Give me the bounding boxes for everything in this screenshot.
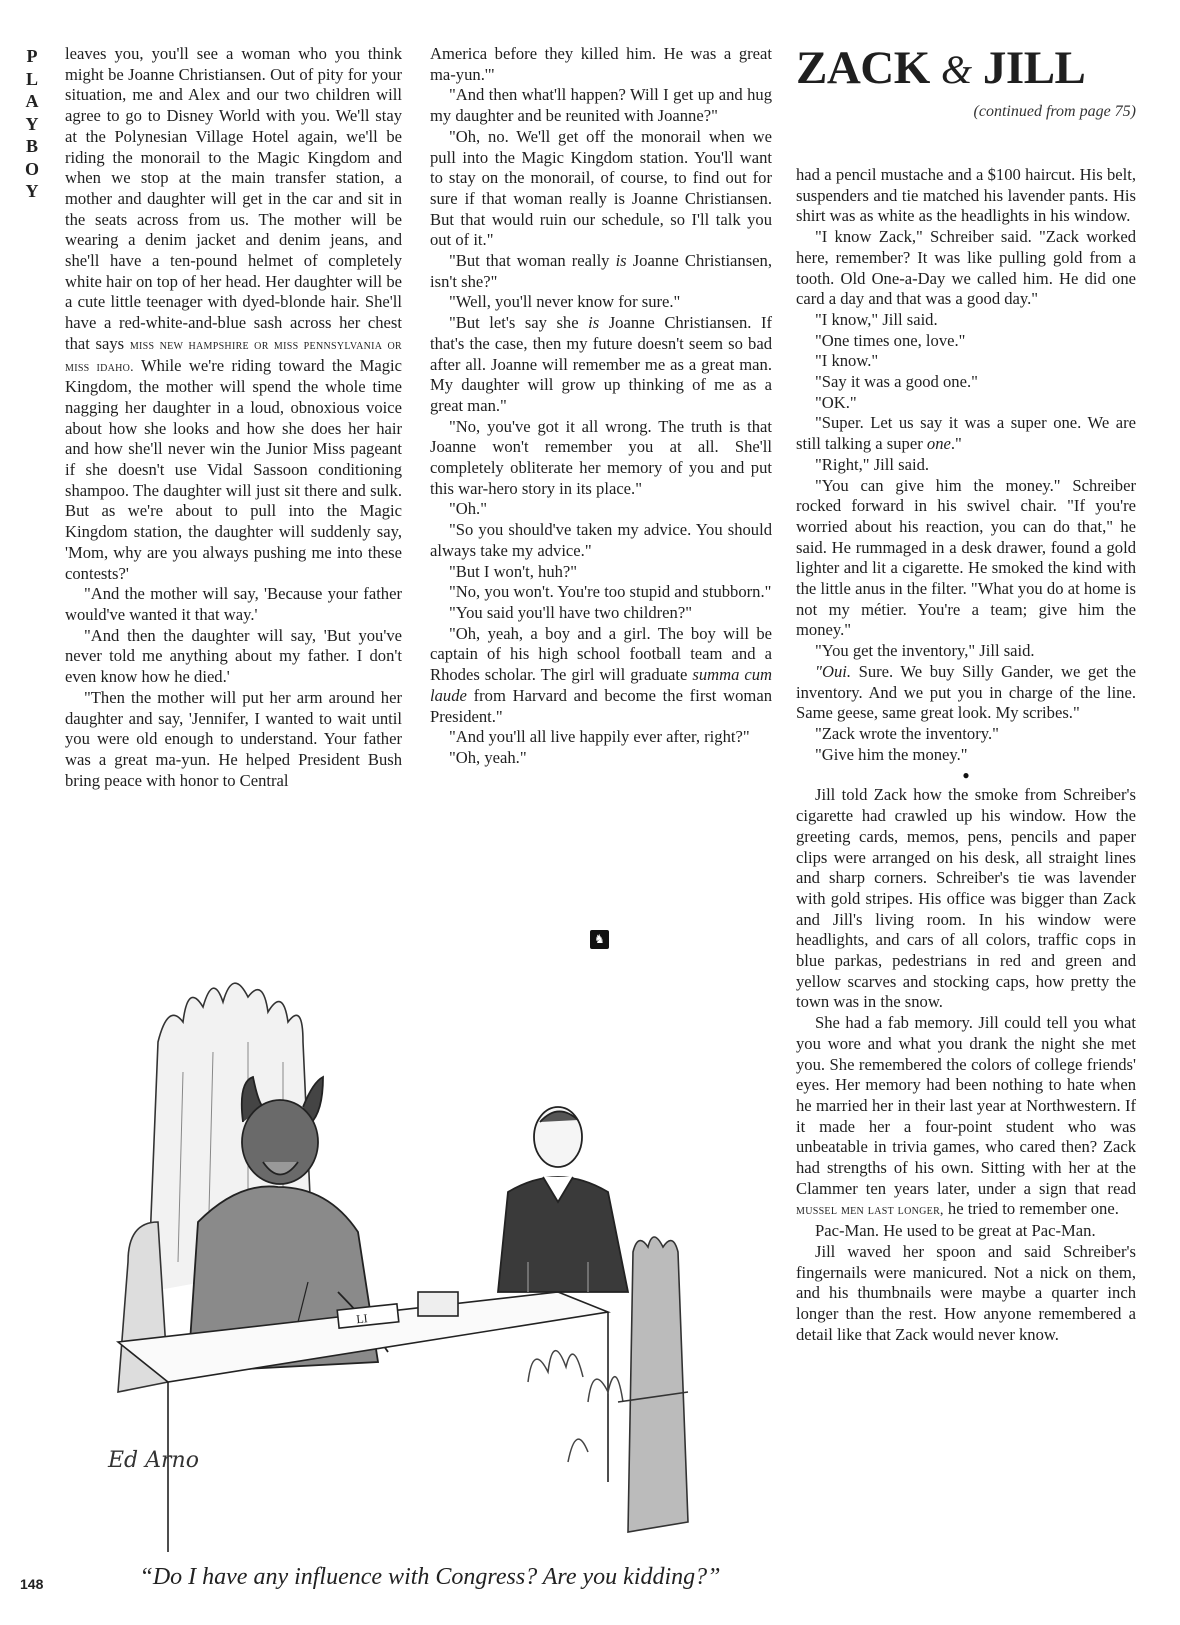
- paragraph: "And then the daughter will say, 'But you've never told me anything about my father. I don't even know how he died.': [65, 625, 402, 687]
- paragraph: "Oh, no. We'll get off the monorail when we pull into the Magic Kingdom station. You'll want to stay on the monorail, of course, to find out for sure if that woman really is Joanne Christiansen. But that would ruin our schedule, so I'll talk you out of it.": [430, 126, 772, 250]
- paragraph: "I know Zack," Schreiber said. "Zack worked here, remember? It was like pulling gold from a tooth. Old One-a-Day we called him. He did one card a day and that was a good day.": [796, 227, 1136, 309]
- paragraph: "You get the inventory," Jill said.: [815, 641, 1035, 661]
- paragraph: "Right," Jill said.: [815, 454, 930, 474]
- article-headline: ZACK & JILL: [796, 42, 1086, 94]
- paragraph: "But I won't, huh?": [449, 561, 578, 581]
- bunny-icon: ♞: [590, 930, 609, 949]
- cartoon-illustration: [88, 962, 758, 1562]
- paragraph: Jill waved her spoon and said Schreiber's fingernails were manicured. Not a nick on them, and his thumbnails were maybe a quarter inch longer than the rest. How anyone remembered a detail like that Zack would never know.: [796, 1241, 1136, 1344]
- page-number: 148: [20, 1576, 44, 1592]
- paragraph: "Oh, yeah.": [449, 747, 527, 767]
- paragraph: "Oh.": [449, 499, 487, 519]
- magazine-side-label: P L A Y B O Y: [24, 46, 39, 201]
- chair-drawing: [618, 1237, 688, 1532]
- paragraph: "Give him the money.": [815, 744, 968, 764]
- paragraph: "No, you won't. You're too stupid and stubborn.": [449, 582, 772, 602]
- cartoon-caption: “Do I have any influence with Congress? Are you kidding?”: [139, 1564, 721, 1590]
- paragraph: "Say it was a good one.": [815, 372, 978, 392]
- paragraph: "Zack wrote the inventory.": [815, 723, 999, 743]
- paragraph: had a pencil mustache and a $100 haircut. His belt, suspenders and tie matched his lavender pants. His shirt was as white as the headlights in his window.: [796, 165, 1136, 226]
- paragraph: Jill told Zack how the smoke from Schreiber's cigarette had crawled up his window. How the greeting cards, memos, pens, pencils and paper clips were arranged on his desk, all straight lines and sharp corners. Schreiber's tie was lavender with gold stripes. His office was bigger than Zack and Jill's living room. In his window were headlights, and cars of all colors, traffic cops in blue parkas, pedestrians in red and green and yellow scarves and stocking caps, how pretty the town was in the snow.: [796, 785, 1136, 1012]
- paragraph: "And then what'll happen? Will I get up and hug my daughter and be reunited with Joanne?": [430, 85, 772, 126]
- section-break-bullet: ●: [962, 768, 970, 783]
- paragraph: "I know.": [815, 351, 879, 371]
- paragraph: America before they killed him. He was a great ma-yun.'": [430, 44, 772, 84]
- paragraph: leaves you, you'll see a woman who you think might be Joanne Christiansen. Out of pity for your situation, me and Alex and our two children will agree to go to Disney World with you. We'll stay at the Polynesian Village Hotel again, we'll be riding the monorail to the Magic Kingdom and when we stop at the main transfer station, a mother and daughter will get in the car and sit in the seats across from us. The mother will be wearing a denim jacket and denim jeans, and she'll have a ten-pound helmet of completely white hair on top of her head. Her daughter will be a cute little teenager with dyed-blonde hair. She'll have a red-white-and-blue sash across her chest that says miss new hampshire or miss pennsylvania or miss idaho. While we're riding toward the Magic Kingdom, the mother will spend the whole time nagging her daughter in a loud, obnoxious voice about how she looks and how she does her hair and how she'll never win the Junior Miss pageant if she doesn't use Vidal Sassoon conditioning shampoo. The daughter will just sit there and sulk. But as we're about to pull into the Magic Kingdom station, the daughter will suddenly say, 'Mom, why are you always pushing me into these contests?': [65, 44, 402, 583]
- visitor-figure: [498, 1107, 628, 1292]
- paragraph: "Well, you'll never know for sure.": [449, 292, 681, 312]
- paragraph: "So you should've taken my advice. You should always take my advice.": [430, 520, 772, 560]
- paragraph: "Super. Let us say it was a super one. We are still talking a super one.": [796, 413, 1136, 454]
- paragraph: She had a fab memory. Jill could tell you what you wore and what you drank the night she met you. She remembered the colors of college friends' eyes. Her memory had been nothing to hate when he married her in their last year at Northwestern. If it made her a four-point student who was unbeatable in trivia games, who cared then? Zack had strengths of his own. Sitting with her at the Clammer ten years later, under a sign that read mussel men last longer, he tried to remember one.: [796, 1013, 1136, 1219]
- article-column-1: [65, 44, 402, 791]
- paragraph: "No, you've got it all wrong. The truth is that Joanne won't remember you at all. She'll completely obliterate her memory of you and put this war-hero story in its place.": [430, 416, 772, 498]
- paragraph: "Oh, yeah, a boy and a girl. The boy will be captain of his high school football team and a Rhodes scholar. The girl will graduate summa cum laude from Harvard and become the first woman President.": [430, 623, 773, 726]
- paragraph: "OK.": [815, 392, 857, 412]
- paragraph: "And you'll all live happily ever after, right?": [449, 727, 750, 747]
- end-mark: [590, 930, 609, 949]
- paragraph: "And the mother will say, 'Because your father would've wanted it that way.': [65, 584, 402, 624]
- paragraph: "Oui. Sure. We buy Silly Gander, we get the inventory. And we put you in charge of the line. Same geese, same great look. My scribes.": [796, 661, 1136, 723]
- paragraph: "But let's say she is Joanne Christiansen. If that's the case, then my future doesn't seem so bad after all. Joanne will remember me as a great man. My daughter will grow up thinking of me as a great man.": [430, 313, 772, 415]
- artist-signature: Ed Arno: [108, 1448, 199, 1473]
- article-column-3: [796, 165, 1136, 1345]
- paragraph: "You said you'll have two children?": [449, 602, 692, 622]
- paragraph: "You can give him the money." Schreiber rocked forward in his swivel chair. "If you're worried about his reaction, you can do that," he said. He rummaged in a desk drawer, found a gold lighter and lit a cigarette. He smoked the kind with the little anus in the filter. "What you do at home is not my métier. You're a team; give him the money.": [796, 475, 1136, 640]
- continued-note: (continued from page 75): [973, 103, 1136, 120]
- desk-papers-label: LI: [355, 1311, 369, 1327]
- paragraph: "Then the mother will put her arm around her daughter and say, 'Jennifer, I wanted to wait until you were old enough to understand. Your father was a great ma-yun. He helped President Bush bring peace with honor to Central: [65, 687, 402, 790]
- paragraph: Pac-Man. He used to be great at Pac-Man.: [815, 1221, 1096, 1241]
- article-column-2: [430, 44, 772, 769]
- paragraph: "But that woman really is Joanne Christiansen, isn't she?": [430, 251, 772, 291]
- paragraph: "One times one, love.": [815, 330, 966, 350]
- paragraph: "I know," Jill said.: [815, 309, 938, 329]
